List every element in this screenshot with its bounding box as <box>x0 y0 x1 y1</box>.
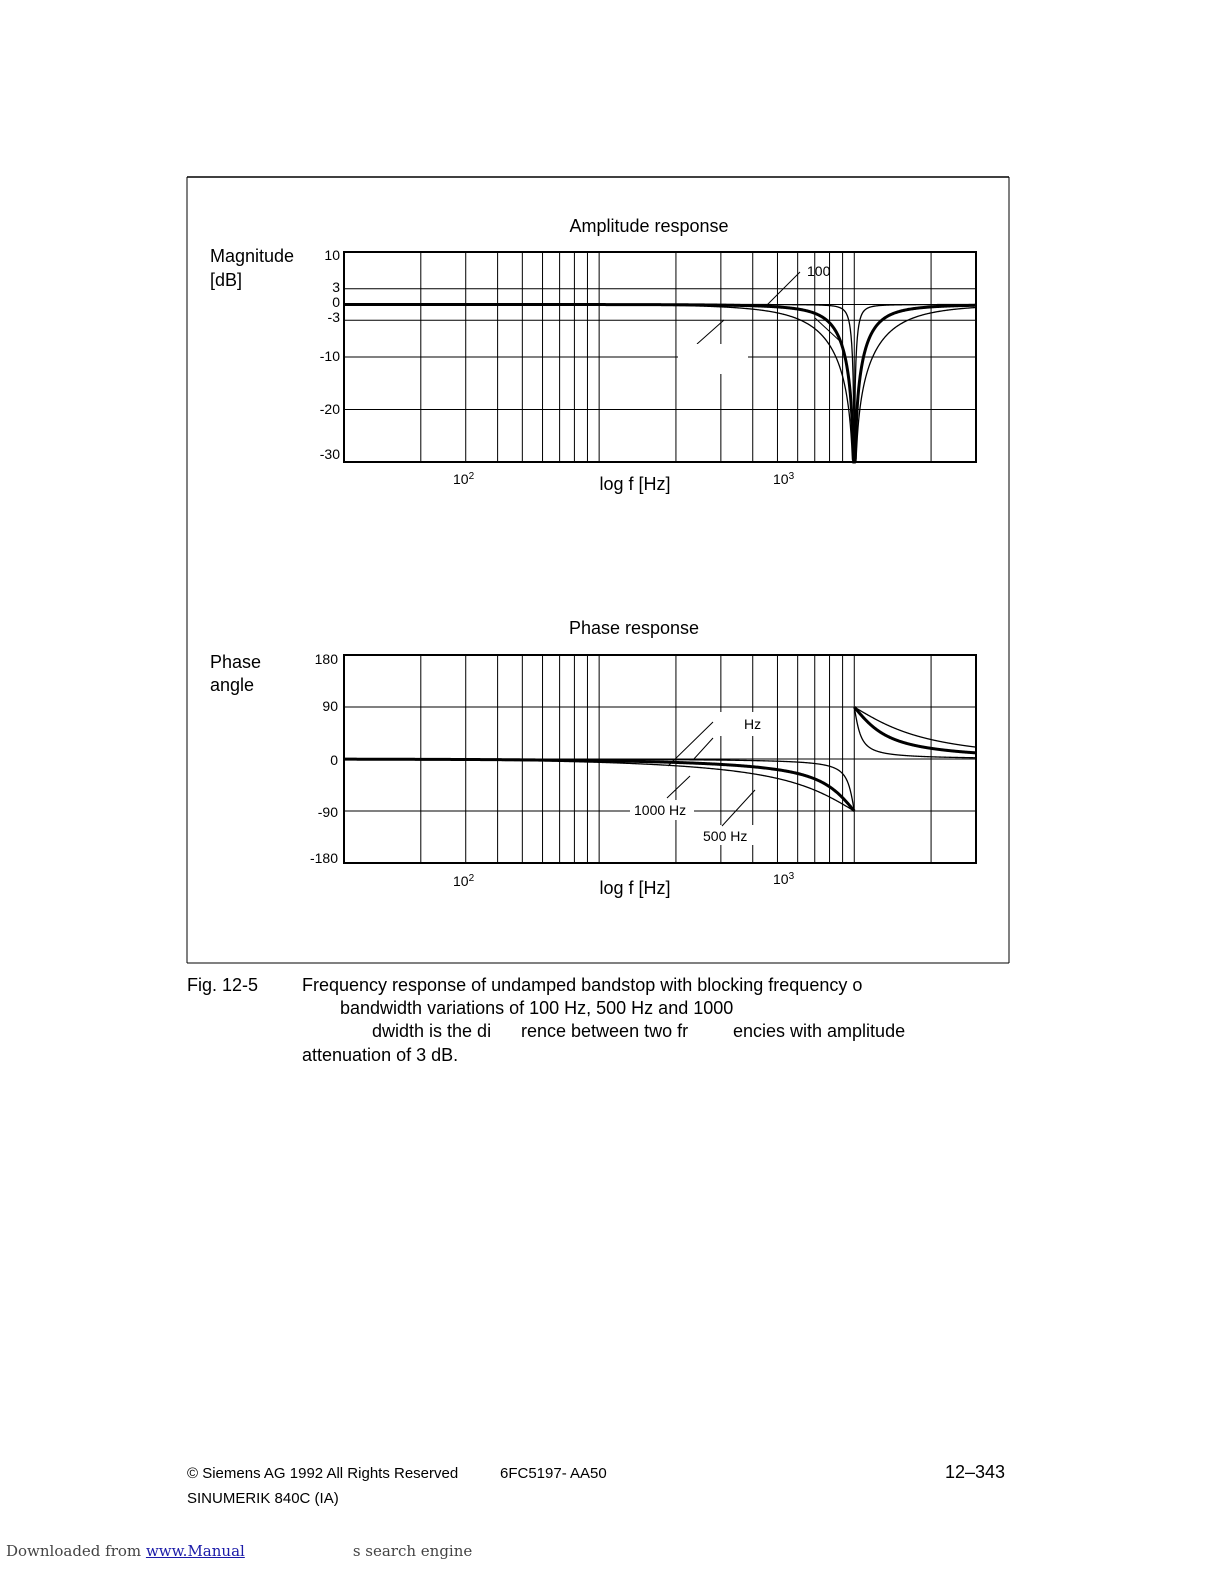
ph-annotation-500hz: 500 Hz <box>703 828 748 844</box>
amplitude-curve-500hz <box>344 305 976 463</box>
amplitude-title: Amplitude response <box>569 216 729 236</box>
page-number: 12–343 <box>945 1462 1006 1482</box>
ph-ytick-180: 180 <box>314 651 338 667</box>
amplitude-curve-1000hz <box>344 305 976 463</box>
amp-ytick-minus10: -10 <box>319 348 340 364</box>
footer-order-no: 6FC5197- AA50 <box>500 1465 607 1482</box>
phase-xlabel: log f [Hz] <box>599 878 671 898</box>
phase-chart <box>210 618 976 898</box>
amplitude-xlabel: log f [Hz] <box>599 474 671 494</box>
amp-xtick-1e2: $10^2$ <box>453 471 475 487</box>
download-note <box>6 1542 472 1560</box>
amplitude-curve-100hz <box>344 305 976 463</box>
amp-ytick-minus30: -30 <box>319 446 340 462</box>
download-link[interactable]: www.Manual <box>145 1542 245 1560</box>
amp-ytick-0: 0 <box>332 294 340 310</box>
caption-line2: bandwidth variations of 100 Hz, 500 Hz and 1000 <box>340 998 734 1018</box>
amplitude-curves <box>344 305 976 463</box>
ph-annotation-1000hz: 1000 Hz <box>634 802 687 818</box>
ph-ytick-minus90: -90 <box>317 804 338 820</box>
caption-line1: Frequency response of undamped bandstop with blocking frequency o <box>302 975 863 995</box>
amp-leader-left <box>697 320 724 344</box>
ph-leader-1000 <box>667 776 690 798</box>
caption-line3a: dwidth is the di <box>372 1021 492 1041</box>
amp-xtick-1e3: $10^3$ <box>773 471 795 487</box>
amp-annotation-100: 100 <box>807 263 831 279</box>
ph-ytick-minus180: -180 <box>309 850 338 866</box>
phase-curve-500hz-seg1 <box>854 707 976 753</box>
amp-ytick-10: 10 <box>324 247 340 263</box>
ph-ytick-90: 90 <box>322 698 338 714</box>
amp-ytick-minus3: -3 <box>327 309 340 325</box>
ph-leader-top-2 <box>693 738 713 760</box>
amp-ytick-3: 3 <box>332 279 340 295</box>
amplitude-grid <box>344 252 976 462</box>
amplitude-chart <box>210 216 976 494</box>
footer-copyright: © Siemens AG 1992 All Rights Reserved <box>187 1465 459 1482</box>
amplitude-ylabel-line1: Magnitude <box>210 246 295 266</box>
caption-line4: attenuation of 3 dB. <box>302 1045 459 1065</box>
amplitude-ylabel-line2: [dB] <box>210 270 243 290</box>
phase-ylabel-line2: angle <box>210 675 255 695</box>
footer-product: SINUMERIK 840C (IA) <box>187 1490 339 1507</box>
download-suffix: s search engine <box>352 1542 473 1560</box>
amp-label-mask <box>678 344 748 374</box>
phase-title: Phase response <box>568 618 700 638</box>
ph-xtick-1e2: $10^2$ <box>453 873 475 889</box>
ph-ytick-0: 0 <box>330 752 338 768</box>
download-prefix: Downloaded from <box>6 1542 142 1560</box>
caption-line3b: rence between two fr <box>521 1021 689 1041</box>
phase-ylabel-line1: Phase <box>210 652 262 672</box>
ph-leader-500 <box>722 790 755 826</box>
caption-line3c: encies with amplitude <box>733 1021 906 1041</box>
figure-label: Fig. 12-5 <box>187 975 259 995</box>
ph-xtick-1e3: $10^3$ <box>773 871 795 887</box>
ph-annotation-hz: Hz <box>744 716 762 732</box>
amp-ytick-minus20: -20 <box>319 401 340 417</box>
